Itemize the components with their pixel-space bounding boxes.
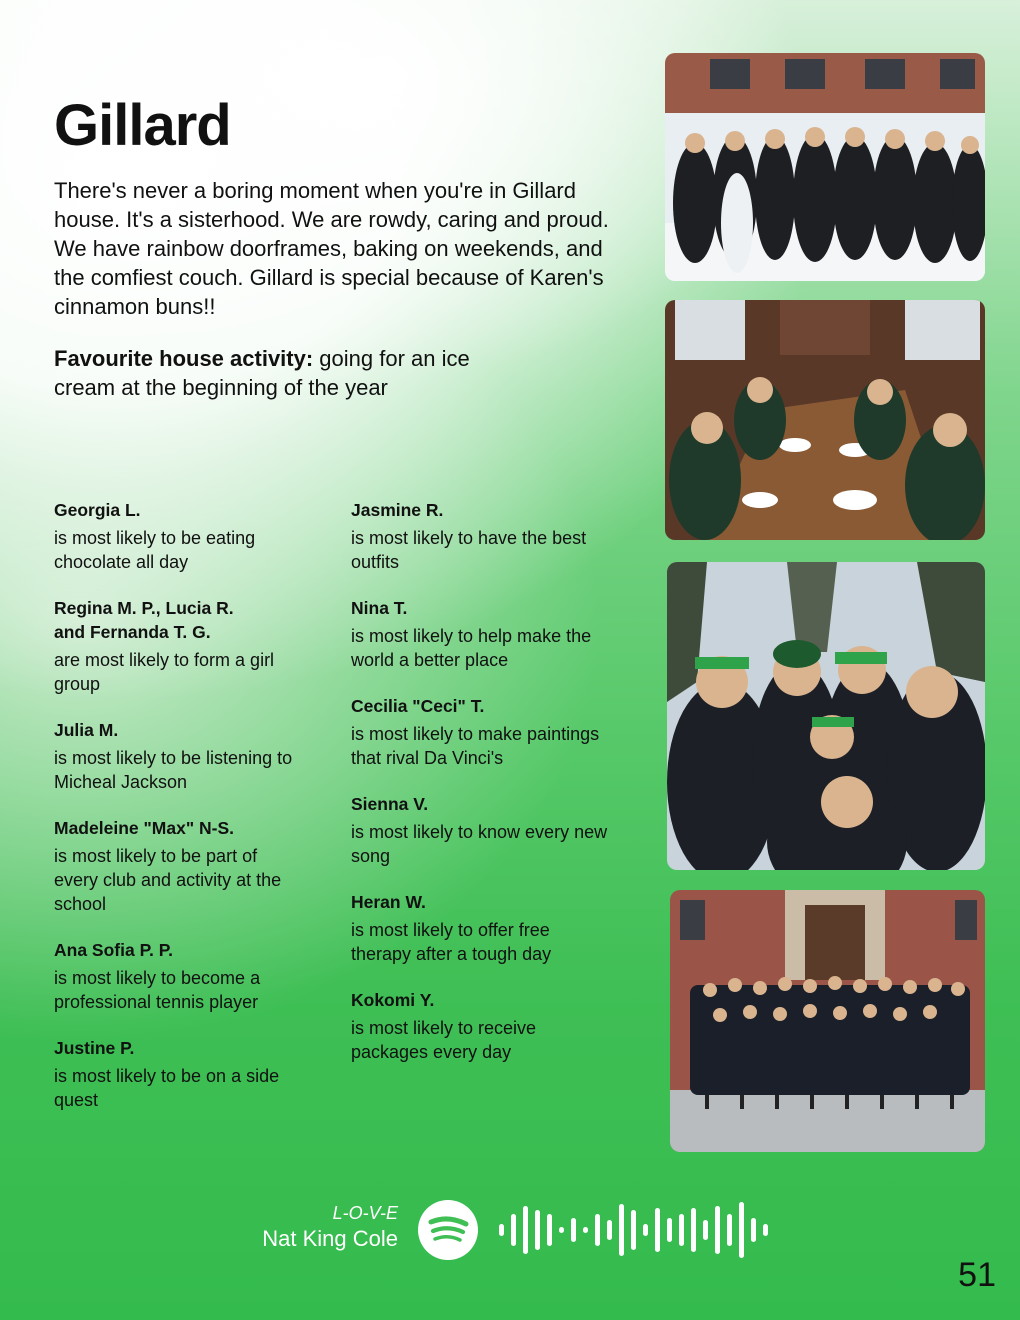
student-name: Nina T. — [351, 598, 408, 618]
spotify-icon — [418, 1200, 478, 1260]
superlative-entry — [54, 498, 334, 574]
student-name: Sienna V. — [351, 794, 429, 814]
house-intro: There's never a boring moment when you're in Gillard house. It's a sisterhood. We are rowdy, caring and proud. We have rainbow doorframes, baking on weekends, and the comfiest couch. Gillard is special because of Karen's cinnamon buns!! — [54, 178, 609, 319]
favourite-activity — [54, 344, 524, 402]
song-info — [262, 1202, 398, 1254]
superlative-text: is most likely to have the best outfits — [351, 528, 587, 572]
student-name: Heran W. — [351, 892, 426, 912]
superlative-entry — [351, 596, 641, 672]
student-name: Madeleine "Max" N-S. — [54, 818, 234, 838]
photo-outdoor-selfie — [667, 562, 985, 870]
superlatives-right-column — [351, 498, 641, 1086]
student-name: Regina M. P., Lucia R. and Fernanda T. G. — [54, 598, 234, 642]
student-name: Georgia L. — [54, 500, 141, 520]
superlative-text: is most likely to help make the world a better place — [351, 626, 592, 670]
superlative-text: is most likely to make paintings that rival Da Vinci's — [351, 724, 600, 768]
page-title: Gillard — [54, 93, 231, 158]
superlative-text: is most likely to offer free therapy after a tough day — [351, 920, 552, 964]
superlative-text: is most likely to be on a side quest — [54, 1066, 280, 1110]
superlative-text: is most likely to know every new song — [351, 822, 608, 866]
song-title: L-O-V-E — [332, 1203, 398, 1223]
student-name: Kokomi Y. — [351, 990, 435, 1010]
superlative-text: is most likely to become a professional tennis player — [54, 968, 261, 1012]
superlative-text: is most likely to receive packages every day — [351, 1018, 537, 1062]
superlative-entry — [54, 1036, 334, 1112]
student-name: Jasmine R. — [351, 500, 444, 520]
superlative-entry — [54, 596, 334, 696]
superlative-text: are most likely to form a girl group — [54, 650, 275, 694]
superlative-entry — [351, 792, 641, 868]
superlative-entry — [351, 988, 641, 1064]
superlative-entry — [54, 816, 334, 916]
superlatives-left-column — [54, 498, 334, 1134]
superlative-entry — [54, 718, 334, 794]
superlative-text: is most likely to be eating chocolate all day — [54, 528, 256, 572]
student-name: Julia M. — [54, 720, 119, 740]
superlative-entry — [351, 694, 641, 770]
student-name: Ana Sofia P. P. — [54, 940, 173, 960]
spotify-code-barcode[interactable] — [497, 1200, 777, 1260]
favourite-label: Favourite house activity: — [54, 346, 314, 371]
favourite-text: going for an ice cream at the beginning of the year — [54, 346, 470, 400]
photo-snow-group — [665, 53, 985, 281]
song-artist: Nat King Cole — [262, 1226, 398, 1251]
superlative-entry — [54, 938, 334, 1014]
student-name: Cecilia "Ceci" T. — [351, 696, 485, 716]
superlative-text: is most likely to be part of every club and activity at the school — [54, 846, 282, 914]
superlative-entry — [351, 498, 641, 574]
page-number: 51 — [958, 1256, 996, 1294]
photo-house-group — [670, 890, 985, 1152]
superlative-text: is most likely to be listening to Micheal Jackson — [54, 748, 293, 792]
photo-dining-table — [665, 300, 985, 540]
student-name: Justine P. — [54, 1038, 135, 1058]
superlative-entry — [351, 890, 641, 966]
